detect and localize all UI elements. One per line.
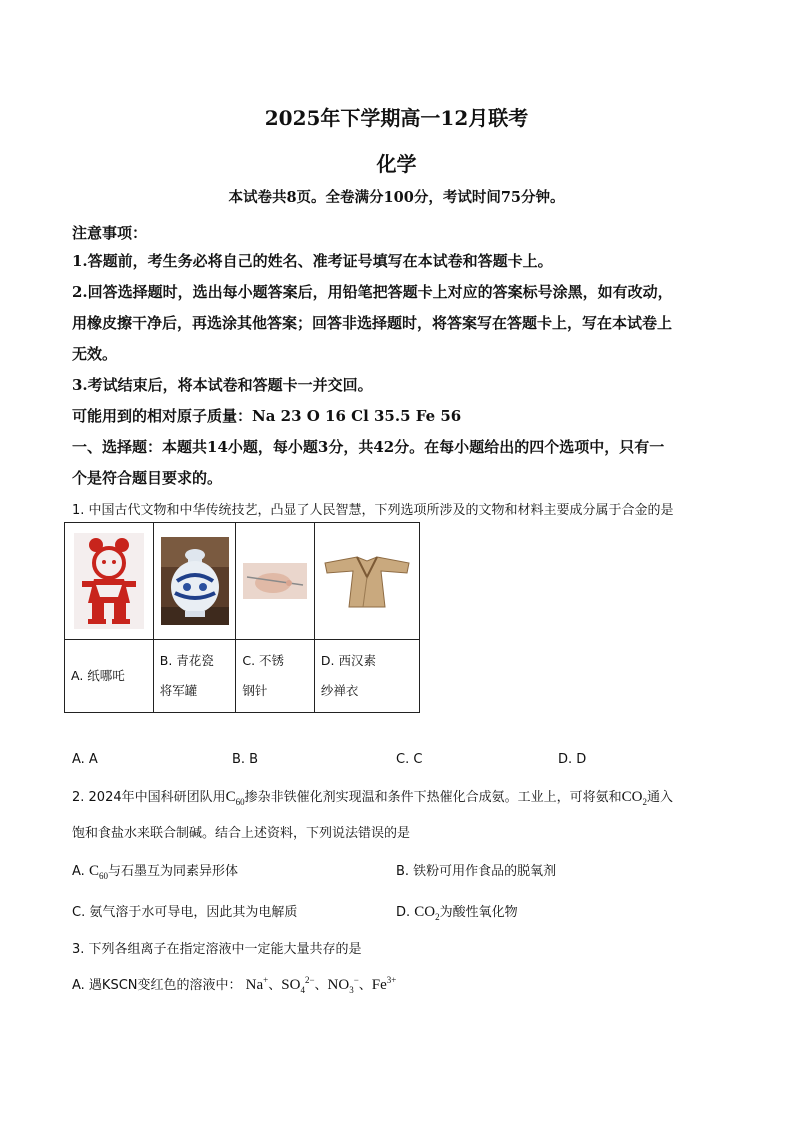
notes-heading: 注意事项： [72,224,148,242]
q2-co2-sub: 2 [642,797,647,807]
label-d-line-2: 纱禅衣 [320,683,359,698]
ion-so4-charge: 2− [304,975,315,985]
q2-co2 [622,789,647,805]
label-cell-c [236,640,315,713]
ion-separator-2: 、 [314,978,328,993]
ion-no3-sub: 3 [349,985,354,995]
exam-title: 2025年下学期高一12月联考 [264,106,529,130]
q2-c60 [226,789,245,805]
q2-option-a[interactable] [72,860,238,880]
note-item-2-line-1: 2.回答选择题时，选出每小题答案后，用铅笔把答题卡上对应的答案标号涂黑，如有改动， [72,283,673,301]
question-2-stem-line-1 [72,786,673,806]
label-c-line-2: 钢针 [242,683,268,698]
q2-option-b[interactable]: B. 铁粉可用作食品的脱氧剂 [396,864,557,879]
image-cell-b [153,523,236,640]
label-a: A. 纸哪吒 [71,668,125,683]
ion-no3 [328,977,359,993]
ion-fe-charge: 3+ [386,975,397,985]
ion-no3-symbol: NO [327,977,350,993]
atomic-masses: 可能用到的相对原子质量：Na 23 O 16 Cl 35.5 Fe 56 [72,407,462,425]
q2-opt-d-co-symbol: CO [414,904,436,920]
q2-opt-a-c-sub: 60 [98,871,108,881]
q1-option-b[interactable]: B. B [232,752,259,767]
ion-so4-symbol: SO [281,977,301,993]
q2-option-c[interactable]: C. 氨气溶于水可导电，因此其为电解质 [72,905,298,920]
q2-opt-d-prefix: D. [396,905,411,920]
q1-option-a[interactable]: A. A [72,752,98,767]
q2-c60-sub: 60 [235,797,245,807]
ion-separator-3: 、 [358,978,372,993]
q1-option-c[interactable]: C. C [396,752,423,767]
ion-na-symbol: Na [245,977,264,993]
note-item-1: 1.答题前，考生务必将自己的姓名、准考证号填写在本试卷和答题卡上。 [72,252,553,270]
image-cell-a [65,523,154,640]
section-1-line-2: 个是符合题目要求的。 [72,469,223,487]
ion-na [246,977,269,993]
q2-opt-d-co2 [414,904,439,920]
section-1-line-1: 一、选择题：本题共14小题，每小题3分，共42分。在每小题给出的四个选项中，只有一 [72,438,665,456]
ion-so4-sub: 4 [300,985,305,995]
note-item-2-line-2: 用橡皮擦干净后，再选涂其他答案；回答非选择题时，将答案写在答题卡上，写在本试卷上 [72,314,673,332]
q2-co2-symbol: CO [621,789,643,805]
q1-option-d[interactable]: D. D [558,752,587,767]
exam-info: 本试卷共8页。全卷满分100分，考试时间75分钟。 [228,189,565,206]
question-3-stem: 3. 下列各组离子在指定溶液中一定能大量共存的是 [72,942,362,957]
q2-stem-part-2: 掺杂非铁催化剂实现温和条件下热催化合成氨。工业上，可将氨和 [244,790,622,805]
q3-opt-a-prefix: A. 遇KSCN变红色的溶液中： [72,978,242,993]
label-b-line-2: 将军罐 [159,683,198,698]
ion-so4 [281,977,314,993]
note-item-3: 3.考试结束后，将本试卷和答题卡一并交回。 [72,376,373,394]
ion-na-charge: + [263,975,269,985]
question-2-stem-line-2: 饱和食盐水来联合制碱。结合上述资料，下列说法错误的是 [72,826,411,841]
q2-option-d[interactable] [396,901,518,921]
q3-option-a[interactable] [72,974,396,994]
ion-no3-charge: − [353,975,359,985]
label-c-line-1: C. 不锈 [242,653,285,668]
q2-stem-part-1: 2. 2024年中国科研团队用 [72,790,226,805]
ion-fe-symbol: Fe [371,977,387,993]
q2-opt-a-text: 与石墨互为同素异形体 [107,864,238,879]
q2-c60-symbol: C [225,789,236,805]
stainless-steel-needle-image [243,563,307,599]
note-item-2-line-3: 无效。 [72,345,118,363]
paper-cut-nezha-image [74,533,144,629]
q2-opt-d-text: 为酸性氧化物 [439,905,518,920]
label-b-line-1: B. 青花瓷 [159,653,214,668]
question-1-stem: 1. 中国古代文物和中华传统技艺，凸显了人民智慧，下列选项所涉及的文物和材料主要成分属于合金的是 [72,503,674,518]
q2-opt-a-c60 [89,863,108,879]
silk-robe-image [323,551,411,611]
q2-opt-a-c-symbol: C [88,863,99,879]
label-d-line-1: D. 西汉素 [320,653,376,668]
label-cell-b [153,640,236,713]
label-cell-a [65,640,154,713]
image-cell-c [236,523,315,640]
image-cell-d [314,523,419,640]
q2-opt-d-co-sub: 2 [435,912,440,922]
q2-opt-a-prefix: A. [72,864,85,879]
question-1-image-table [64,522,420,713]
blue-white-porcelain-jar-image [161,537,229,625]
ion-fe [372,977,397,993]
subject-title: 化学 [376,152,417,176]
q2-stem-part-3: 通入 [647,790,674,805]
label-cell-d [314,640,419,713]
ion-separator-1: 、 [268,978,282,993]
